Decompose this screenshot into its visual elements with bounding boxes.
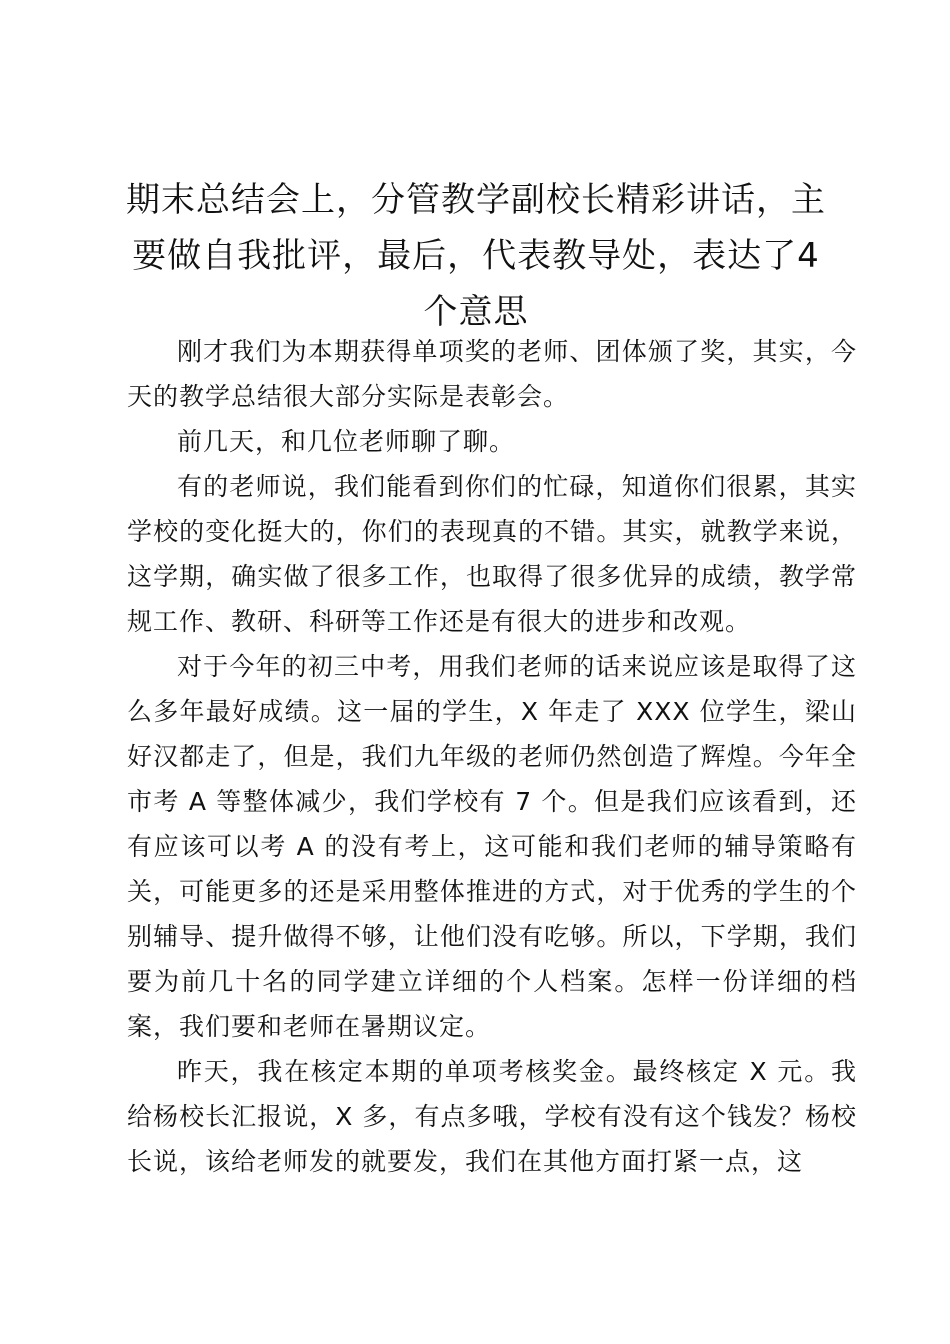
paragraph-5: 昨天，我在核定本期的单项考核奖金。最终核定 X 元。我给杨校长汇报说，X 多，有点多哦，学校有没有这个钱发？杨校长说，该给老师发的就要发，我们在其他方面打紧一点，这 bbox=[127, 1057, 857, 1176]
paragraph-1: 刚才我们为本期获得单项奖的老师、团体颁了奖，其实，今天的教学总结很大部分实际是表彰会。 bbox=[127, 337, 857, 411]
document-body bbox=[127, 329, 857, 1184]
paragraph-2: 前几天，和几位老师聊了聊。 bbox=[177, 427, 516, 456]
paragraph-4: 对于今年的初三中考，用我们老师的话来说应该是取得了这么多年最好成绩。这一届的学生，X 年走了 XXX 位学生，梁山好汉都走了，但是，我们九年级的老师仍然创造了辉煌。今年全市考 A 等整体减少，我们学校有 7 个。但是我们应该看到，还有应该可以考 A 的没有考上，这可能和我们老师的辅导策略有关，可能更多的还是采用整体推进的方式，对于优秀的学生的个别辅导、提升做得不够，让他们没有吃够。所以，下学期，我们要为前几十名的同学建立详细的个人档案。怎样一份详细的档案，我们要和老师在暑期议定。 bbox=[127, 652, 857, 1041]
document-title: 期末总结会上，分管教学副校长精彩讲话，主要做自我批评，最后，代表教导处，表达了4个意思 bbox=[126, 180, 826, 332]
paragraph-3: 有的老师说，我们能看到你们的忙碌，知道你们很累，其实学校的变化挺大的，你们的表现真的不错。其实，就教学来说，这学期，确实做了很多工作，也取得了很多优异的成绩，教学常规工作、教研、科研等工作还是有很大的进步和改观。 bbox=[127, 472, 857, 636]
